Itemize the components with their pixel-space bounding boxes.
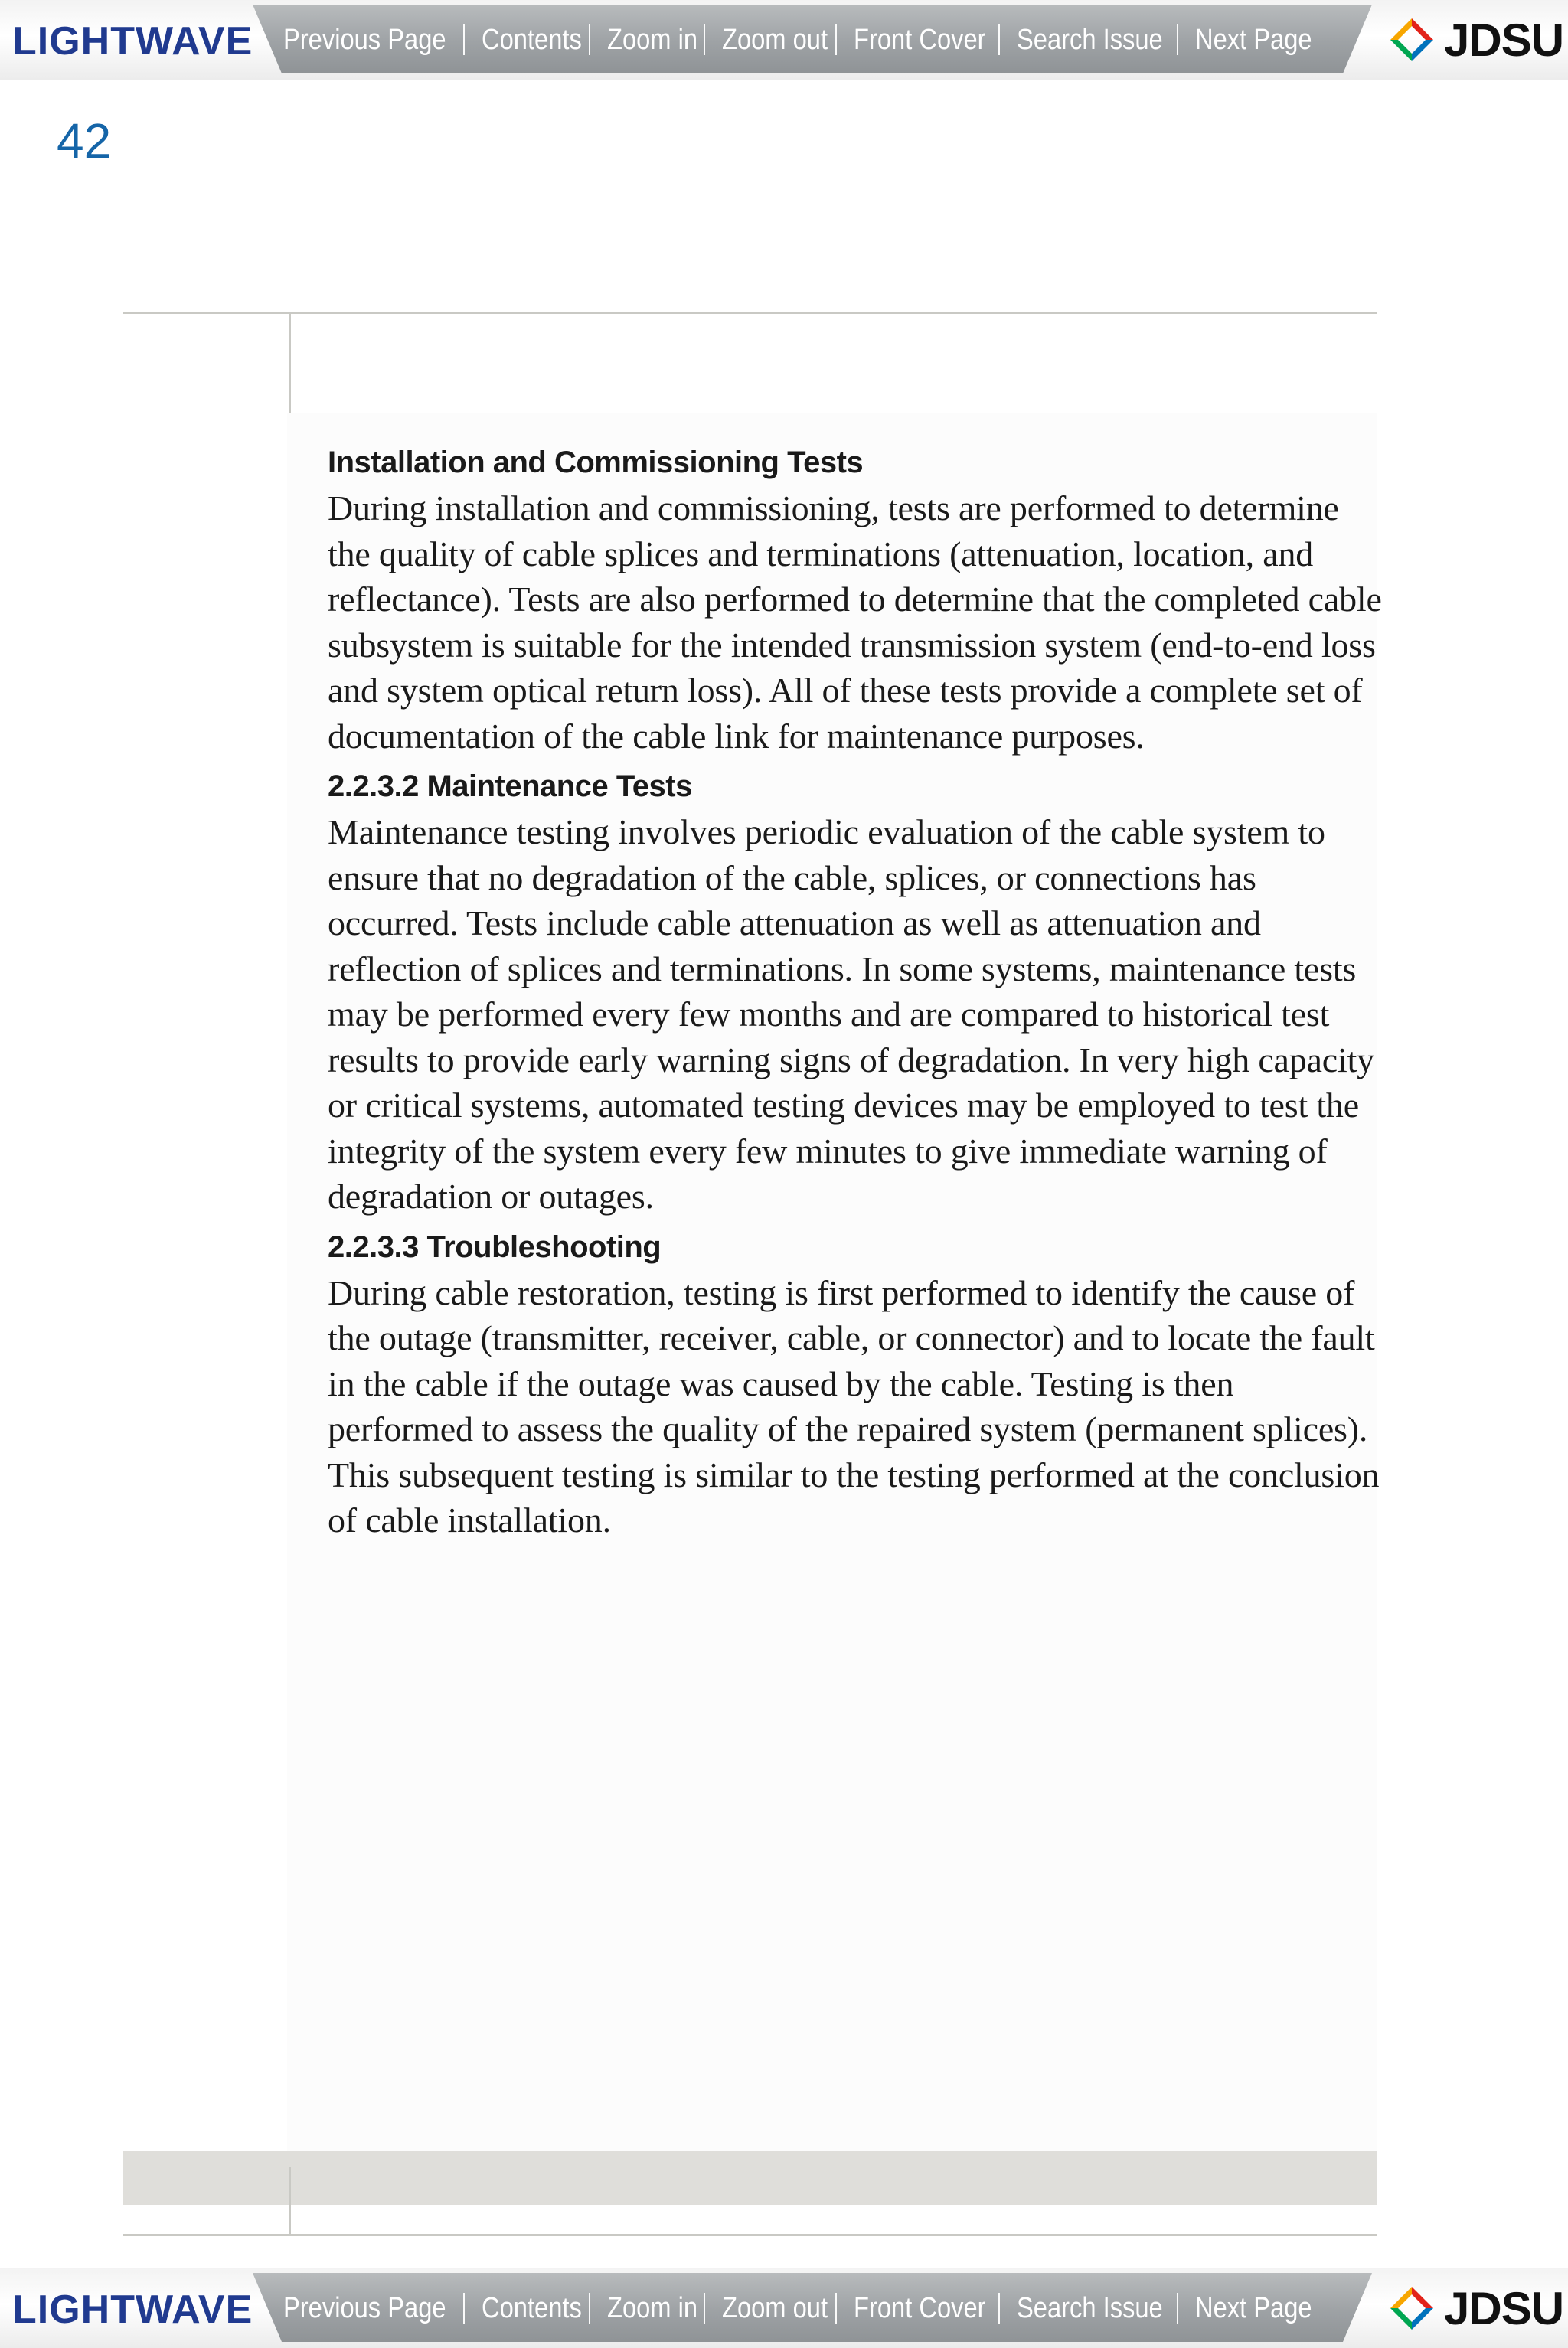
article [328, 439, 1384, 1548]
footer-band [122, 2151, 1377, 2205]
top-rule [122, 312, 1377, 314]
nav-separator [998, 24, 1000, 55]
nav-separator [589, 2293, 590, 2324]
jdsu-diamond-icon [1387, 2284, 1436, 2333]
nav-separator [1177, 24, 1178, 55]
zoom-out-link[interactable]: Zoom out [721, 23, 828, 56]
nav-separator [998, 2293, 1000, 2324]
bottom-navigation-bar [0, 2268, 1568, 2348]
previous-page-link[interactable]: Previous Page [283, 2291, 446, 2324]
jdsu-logo[interactable] [1387, 15, 1563, 64]
next-page-link[interactable]: Next Page [1195, 2291, 1313, 2324]
nav-separator [463, 24, 465, 55]
top-margin-line [289, 314, 291, 413]
jdsu-logo[interactable] [1387, 2284, 1563, 2333]
front-cover-link[interactable]: Front Cover [854, 23, 986, 56]
bottom-rule [122, 2234, 1377, 2236]
nav-links [283, 18, 1331, 61]
page-number: 42 [57, 113, 112, 168]
jdsu-logo-text: JDSU [1444, 2282, 1564, 2334]
contents-link[interactable]: Contents [482, 2291, 582, 2324]
section-body: Maintenance testing involves periodic evaluation of the cable system to ensure that no degradation of the cable, splices, or connections has occurred. Tests include cable attenuation as well as attenuation and reflection of splices and terminations. In some systems, maintenance tests may be performed every few months and are compared to historical test results to provide early warning signs of degradation. In very high capacity or critical systems, automated testing devices may be employed to test the integrity of the system every few minutes to give immediate warning of degradation or outages. [328, 812, 1374, 1216]
section-heading: 2.2.3.2 Maintenance Tests [328, 769, 692, 803]
brand-logo: LIGHTWAVE [12, 19, 253, 64]
nav-separator [589, 24, 590, 55]
zoom-out-link[interactable]: Zoom out [721, 2291, 828, 2324]
top-navigation-bar [0, 0, 1568, 80]
zoom-in-link[interactable]: Zoom in [607, 23, 698, 56]
section-heading: Installation and Commissioning Tests [328, 446, 864, 479]
search-issue-link[interactable]: Search Issue [1016, 2291, 1163, 2324]
nav-links [283, 2287, 1331, 2330]
section-body: During cable restoration, testing is first performed to identify the cause of the outage (transmitter, receiver, cable, or connector) and to locate the fault in the cable if the outage was caused by the cable. Testing is then performed to assess the quality of the repaired system (permanent splices). This subsequent testing is similar to the testing performed at the conclusion of cable installation. [328, 1272, 1380, 1540]
nav-separator [835, 2293, 837, 2324]
section-heading: 2.2.3.3 Troubleshooting [328, 1230, 662, 1264]
nav-separator [835, 24, 837, 55]
bottom-margin-line [289, 2167, 291, 2234]
jdsu-logo-text: JDSU [1444, 14, 1564, 66]
section-body: During installation and commissioning, tests are performed to determine the quality of cable splices and terminations (attenuation, location, and reflectance). Tests are also performed to determine that the completed cable subsystem is suitable for the intended transmission system (end-to-end loss and system optical return loss). All of these tests provide a complete set of documentation of the cable link for maintenance purposes. [328, 488, 1382, 756]
next-page-link[interactable]: Next Page [1195, 23, 1313, 56]
zoom-in-link[interactable]: Zoom in [607, 2291, 698, 2324]
front-cover-link[interactable]: Front Cover [854, 2291, 986, 2324]
nav-separator [704, 2293, 705, 2324]
jdsu-diamond-icon [1387, 15, 1436, 64]
nav-separator [1177, 2293, 1178, 2324]
nav-separator [463, 2293, 465, 2324]
search-issue-link[interactable]: Search Issue [1016, 23, 1163, 56]
previous-page-link[interactable]: Previous Page [283, 23, 446, 56]
contents-link[interactable]: Contents [482, 23, 582, 56]
nav-separator [704, 24, 705, 55]
brand-logo: LIGHTWAVE [12, 2288, 253, 2332]
